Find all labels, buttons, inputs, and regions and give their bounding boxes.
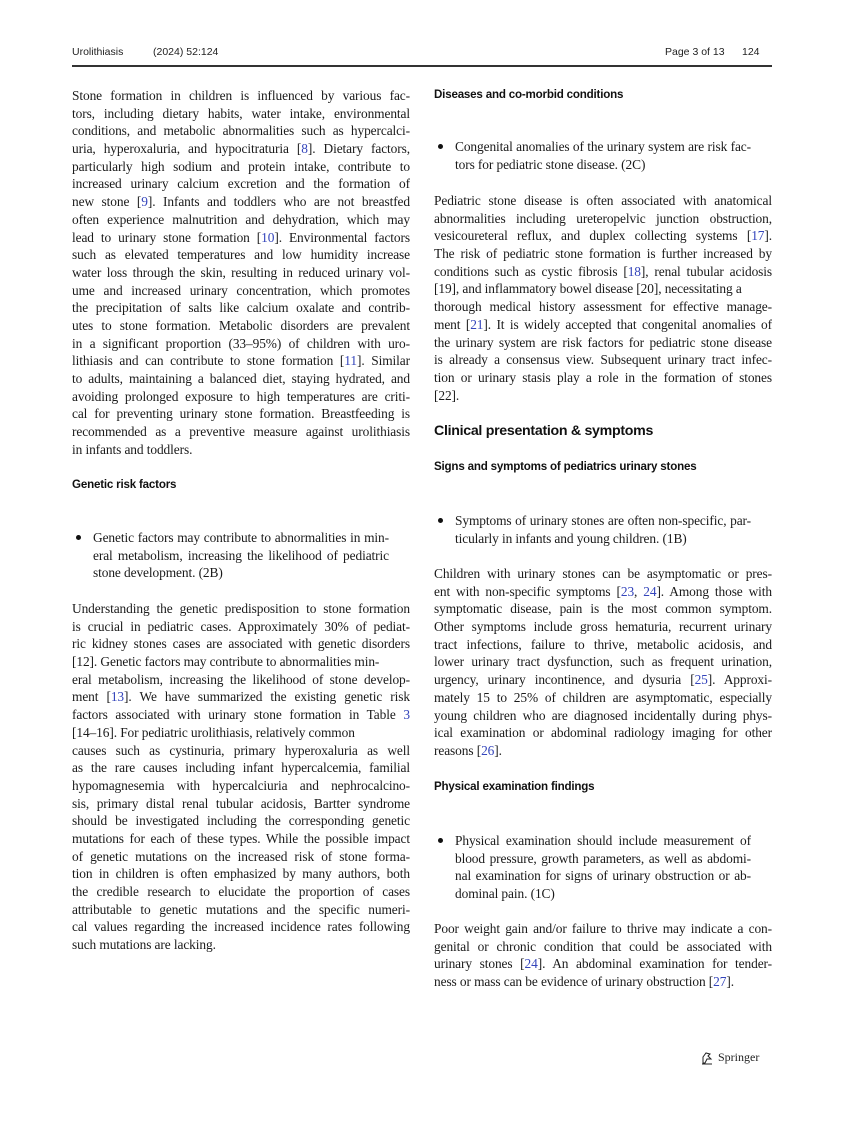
text-line: genital or chronic condition that could be associated with: [434, 938, 772, 954]
text-line: conditions such as cystic fibrosis [18], renal tubular acidosis: [434, 263, 772, 279]
bullet-diseases: [434, 138, 751, 173]
text-line: to adults, maintaining a balanced diet, staying hydrated, and: [72, 371, 410, 386]
text-line: as the rare causes including infant hypercalcemia, familial: [72, 760, 410, 776]
bullet-text: [434, 138, 751, 173]
text-line: Stone formation in children is influenced by various fac-: [72, 88, 410, 103]
bullet-icon: [438, 518, 443, 523]
journal-name: Urolithiasis: [72, 46, 124, 58]
bullet-physical: [434, 832, 751, 903]
text-line: is crucial in pediatric cases. Approximately 30% of pediat-: [72, 618, 410, 634]
text-line: Poor weight gain and/or failure to thrive may indicate a con-: [434, 921, 772, 936]
text-line: cal for preventing urinary stone formation. Breastfeeding is: [72, 406, 410, 422]
text-line: increased urinary calcium excretion and the formation of: [72, 176, 410, 192]
text-line: tors, including dietary habits, water intake, environmental: [72, 105, 410, 121]
text-line: the urinary system are risk factors for pediatric stone disease: [434, 334, 772, 350]
text-line: water loss through the skin, resulting in reduced urinary vol-: [72, 264, 410, 280]
bullet-icon: [438, 838, 443, 843]
text-line: recommended as a preventive measure against urolithiasis: [72, 424, 410, 440]
text-line: Genetic factors may contribute to abnormalities in min-: [93, 530, 389, 545]
text-line: tors for pediatric stone disease. (2C): [455, 156, 646, 172]
text-line: conditions, and metabolic abnormalities such as hypercalci-: [72, 123, 410, 139]
text-line: utes to stone formation. Metabolic disorders are prevalent: [72, 317, 410, 333]
text-line: thorough medical history assessment for effective manage-: [434, 299, 772, 315]
text-line: Pediatric stone disease is often associated with anatomical: [434, 193, 772, 208]
text-line: [19], and inflammatory bowel disease [20], necessitating a: [434, 281, 742, 297]
text-line: in infants and toddlers.: [72, 441, 193, 457]
bullet-text: [72, 529, 389, 582]
text-line: symptomatic disease, pain is the most common symptom.: [434, 601, 772, 617]
text-line: nal examination for signs of urinary obstruction or ab-: [455, 868, 751, 884]
bullet-icon: [438, 144, 443, 149]
journal-volume: (2024) 52:124: [153, 46, 219, 58]
text-line: [12]. Genetic factors may contribute to abnormalities min-: [72, 654, 380, 670]
text-line: sis, primary distal renal tubular acidosis, Bartter syndrome: [72, 795, 410, 811]
publisher-name: Springer: [718, 1050, 760, 1064]
text-line: ticularly in infants and young children. (1B): [455, 530, 687, 546]
text-line: ment [13]. We have summarized the existing genetic risk: [72, 689, 410, 705]
header-rule: [72, 65, 772, 67]
text-line: abnormalities including ureteropelvic junction obstruction,: [434, 210, 772, 226]
text-line: ric kidney stones cases are associated with genetic disorders: [72, 636, 410, 652]
text-line: cal values regarding the increased incidence rates following: [72, 919, 410, 935]
text-line: new stone [9]. Infants and toddlers who are not breastfed: [72, 194, 410, 210]
text-line: avoiding prolonged exposure to high temperatures are criti-: [72, 388, 410, 404]
heading-genetic-risk-factors: Genetic risk factors: [72, 478, 177, 491]
bullet-genetic: [72, 529, 389, 582]
text-line: ical examination or abdominal radiology imaging for other: [434, 725, 772, 741]
article-number: 124: [742, 46, 760, 58]
springer-horse-icon: [700, 1051, 714, 1065]
text-line: Symptoms of urinary stones are often non-specific, par-: [455, 513, 751, 528]
text-line: the precipitation of salts like calcium oxalate and contrib-: [72, 300, 410, 316]
text-line: urinary stones [24]. An abdominal examination for tender-: [434, 956, 772, 972]
text-line: Other symptoms include gross hematuria, recurrent urinary: [434, 619, 772, 635]
text-line: stone development. (2B): [93, 565, 223, 581]
text-line: blood pressure, growth parameters, as well as abdomi-: [455, 850, 751, 866]
text-line: tract infections, failure to thrive, metabolic acidosis, and: [434, 636, 772, 652]
text-line: should be investigated including the corresponding genetic: [72, 813, 410, 829]
text-line: urgency, urinary incontinence, and dysuria [25]. Approxi-: [434, 672, 772, 688]
text-line: young children who are diagnosed incidentally during phys-: [434, 707, 772, 723]
text-line: tion or urinary stasis play a role in the formation of stones: [434, 369, 772, 385]
text-line: in a significant proportion (33–95%) of children with uro-: [72, 335, 410, 351]
text-line: [22].: [434, 387, 460, 403]
text-line: the credible research to elucidate the proportion of cases: [72, 884, 410, 899]
paragraph-physical: [434, 920, 772, 991]
text-line: hypomagnesemia with hypercalciuria and nephrocalcino-: [72, 777, 410, 793]
text-line: attributable to genetic mutations and the specific numeri-: [72, 901, 410, 917]
text-line: The risk of pediatric stone formation is further increased by: [434, 246, 772, 262]
heading-clinical-presentation: Clinical presentation & symptoms: [434, 423, 654, 439]
paragraph-genetic: [72, 600, 410, 954]
text-line: such as elevated temperatures and low humidity increase: [72, 247, 410, 263]
text-line: reasons [26].: [434, 742, 502, 758]
bullet-text: [434, 512, 751, 547]
heading-signs-symptoms: Signs and symptoms of pediatrics urinary stones: [434, 460, 697, 473]
text-line: lower urinary tract dysfunction, such as frequent urination,: [434, 654, 772, 670]
text-line: of genetic mutations on the increased risk of stone forma-: [72, 848, 410, 864]
text-line: particularly high sodium and protein intake, contribute to: [72, 158, 410, 174]
paragraph-stone-formation: [72, 87, 410, 458]
text-line: ent with non-specific symptoms [23, 24]. Among those with: [434, 583, 772, 599]
text-line: Children with urinary stones can be asymptomatic or pres-: [434, 566, 772, 581]
text-line: often experience malnutrition and dehydration, which may: [72, 211, 410, 227]
text-line: dominal pain. (1C): [455, 886, 555, 902]
text-line: Understanding the genetic predisposition to stone formation: [72, 601, 410, 616]
text-line: is already a consensus view. Subsequent urinary tract infec-: [434, 352, 772, 368]
text-line: uria, hyperoxaluria, and hypocitraturia [8]. Dietary factors,: [72, 141, 410, 157]
bullet-icon: [76, 535, 81, 540]
text-line: eral metabolism, increasing the likelihood of stone develop-: [72, 671, 410, 687]
text-line: Physical examination should include measurement of: [455, 833, 751, 848]
heading-physical-examination: Physical examination findings: [434, 780, 595, 793]
text-line: ment [21]. It is widely accepted that congenital anomalies of: [434, 316, 772, 332]
page-number: Page 3 of 13: [665, 46, 725, 58]
paragraph-diseases: [434, 192, 772, 404]
text-line: eral metabolism, increasing the likelihood of pediatric: [93, 547, 389, 563]
text-line: ume and increased urinary concentration, which promotes: [72, 282, 410, 298]
bullet-signs: [434, 512, 751, 547]
text-line: such mutations are lacking.: [72, 937, 216, 953]
text-line: lithiasis and can contribute to stone formation [11]. Similar: [72, 353, 410, 369]
text-line: Congenital anomalies of the urinary system are risk fac-: [455, 139, 751, 154]
paragraph-signs: [434, 565, 772, 760]
text-line: causes such as cystinuria, primary hyperoxaluria as well: [72, 742, 410, 758]
text-line: mately 15 to 25% of children are asymptomatic, especially: [434, 689, 772, 705]
heading-diseases: Diseases and co-morbid conditions: [434, 88, 624, 101]
text-line: mutations for each of these types. While the possible impact: [72, 830, 410, 846]
text-line: lead to urinary stone formation [10]. Environmental factors: [72, 229, 410, 245]
text-line: vesicoureteral reflux, and duplex collecting systems [17].: [434, 228, 772, 244]
text-line: factors associated with urinary stone formation in Table 3: [72, 707, 410, 723]
bullet-text: [434, 832, 751, 903]
publisher-footer: [700, 1050, 759, 1065]
text-line: tion in children is often emphasized by many authors, both: [72, 866, 410, 882]
text-line: [14–16]. For pediatric urolithiasis, relatively common: [72, 724, 355, 740]
text-line: ness or mass can be evidence of urinary obstruction [27].: [434, 974, 734, 990]
